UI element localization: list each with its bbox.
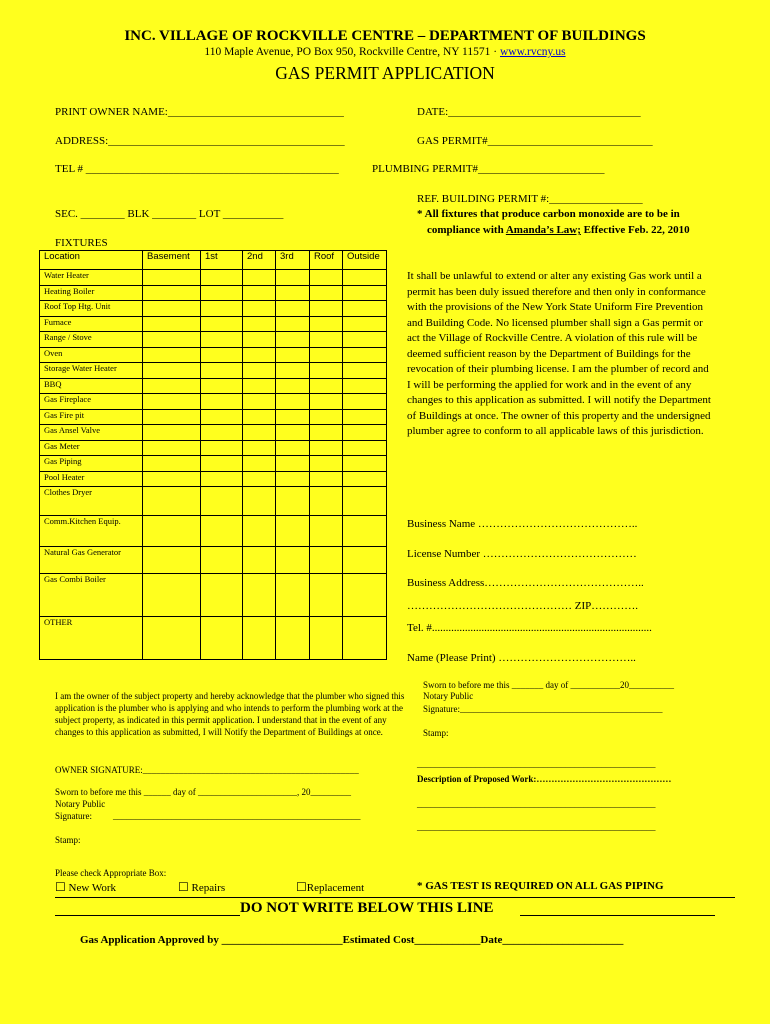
table-cell[interactable] xyxy=(276,440,310,456)
column-header: Roof xyxy=(310,251,343,270)
table-cell[interactable] xyxy=(276,270,310,286)
table-cell[interactable] xyxy=(310,617,343,660)
table-cell[interactable] xyxy=(276,487,310,516)
table-row xyxy=(40,547,387,574)
table-cell[interactable] xyxy=(243,363,276,379)
fixture-label: Gas Meter xyxy=(40,440,143,456)
tel-field[interactable]: TEL # ______________________________________________ xyxy=(55,163,339,175)
table-cell[interactable] xyxy=(243,332,276,348)
table-cell[interactable] xyxy=(143,516,201,547)
table-cell[interactable] xyxy=(310,363,343,379)
table-cell[interactable] xyxy=(243,516,276,547)
table-cell[interactable] xyxy=(276,394,310,410)
table-cell[interactable] xyxy=(143,440,201,456)
plumber-sworn-line[interactable]: Sworn to before me this _______ day of ___________20__________ xyxy=(423,680,674,690)
table-row xyxy=(40,516,387,547)
table-cell[interactable] xyxy=(143,301,201,317)
table-cell[interactable] xyxy=(243,425,276,441)
table-cell[interactable] xyxy=(343,471,387,487)
table-header-row xyxy=(40,251,387,270)
table-cell[interactable] xyxy=(201,456,243,472)
fixture-label: Pool Heater xyxy=(40,471,143,487)
table-cell[interactable] xyxy=(201,363,243,379)
table-cell[interactable] xyxy=(343,316,387,332)
plumber-stamp-label: Stamp: xyxy=(423,728,449,738)
table-cell[interactable] xyxy=(310,347,343,363)
table-cell[interactable] xyxy=(343,425,387,441)
owner-name-field[interactable]: PRINT OWNER NAME:________________________________ xyxy=(55,106,344,118)
table-row xyxy=(40,332,387,348)
table-cell[interactable] xyxy=(201,471,243,487)
table-cell[interactable] xyxy=(201,301,243,317)
table-row xyxy=(40,316,387,332)
table-cell[interactable] xyxy=(276,347,310,363)
column-header: Basement xyxy=(143,251,201,270)
table-cell[interactable] xyxy=(343,456,387,472)
fixture-label: Gas Fire pit xyxy=(40,409,143,425)
address-field[interactable]: ADDRESS:___________________________________________ xyxy=(55,135,345,147)
table-cell[interactable] xyxy=(310,316,343,332)
gas-permit-field[interactable]: GAS PERMIT#______________________________ xyxy=(417,135,653,147)
table-cell[interactable] xyxy=(243,471,276,487)
table-cell[interactable] xyxy=(143,363,201,379)
table-cell[interactable] xyxy=(201,316,243,332)
table-cell[interactable] xyxy=(143,487,201,516)
plumber-name-field[interactable]: Name (Please Print) ……………………………….. xyxy=(407,652,636,664)
description-line-top[interactable]: _____________________________________________________ xyxy=(417,759,656,769)
do-not-write-heading: DO NOT WRITE BELOW THIS LINE xyxy=(240,900,494,916)
table-cell[interactable] xyxy=(143,409,201,425)
form-title: GAS PERMIT APPLICATION xyxy=(275,63,495,83)
table-row xyxy=(40,487,387,516)
table-cell[interactable] xyxy=(276,456,310,472)
table-row xyxy=(40,574,387,617)
owner-declaration: I am the owner of the subject property and hereby acknowledge that the plumber who signed this application is the plumber who is applying and who intends to perform the plumbing work at the subject property, as indicated in this permit application. I understand that in the event of any changes to this application as submitted, I will Notify the Department of Buildings at once. xyxy=(55,691,405,737)
notice-date: Effective Feb. 22, 2010 xyxy=(580,224,690,236)
table-cell[interactable] xyxy=(310,378,343,394)
approval-line[interactable]: Gas Application Approved by ______________________Estimated Cost____________Date______________________ xyxy=(80,934,624,946)
fixture-label: Storage Water Heater xyxy=(40,363,143,379)
table-cell[interactable] xyxy=(343,347,387,363)
plumbing-permit-field[interactable]: PLUMBING PERMIT#_______________________ xyxy=(372,163,605,175)
table-cell[interactable] xyxy=(243,285,276,301)
table-cell[interactable] xyxy=(201,270,243,286)
table-cell[interactable] xyxy=(143,394,201,410)
table-cell[interactable] xyxy=(310,471,343,487)
table-cell[interactable] xyxy=(243,440,276,456)
table-cell[interactable] xyxy=(243,394,276,410)
column-header: 1st xyxy=(201,251,243,270)
table-cell[interactable] xyxy=(343,617,387,660)
column-header: 3rd xyxy=(276,251,310,270)
replacement-option[interactable] xyxy=(296,880,364,895)
table-cell[interactable] xyxy=(310,285,343,301)
fixture-label: Range / Stove xyxy=(40,332,143,348)
plumber-statement: It shall be unlawful to extend or alter any existing Gas work until a permit has been duly issued therefore and then only in conformance with the provisions of the New York State Uniform Fire Prevention and Building Code. No licensed plumber shall sign a Gas permit or act the Village of Rockville Centre. A violation of this rule will be deemed sufficient reason by the Department of Buildings for the revocation of their plumbing license. I am the plumber of record and I will be performing the applied for work and in the event of any changes to this application as submitted. I will notify the Department of Buildings at once. The owner of this property and the undersigned plumber agree to conform to all applicable laws of this jurisdiction. xyxy=(407,270,711,437)
table-cell[interactable] xyxy=(201,547,243,574)
table-cell[interactable] xyxy=(143,332,201,348)
table-cell[interactable] xyxy=(343,440,387,456)
table-row xyxy=(40,394,387,410)
fixture-label: Comm.Kitchen Equip. xyxy=(40,516,143,547)
table-cell[interactable] xyxy=(310,409,343,425)
amandas-law-notice-line1: * All fixtures that produce carbon monoxide are to be in xyxy=(417,208,680,220)
table-cell[interactable] xyxy=(201,347,243,363)
amandas-law: Amanda’s Law; xyxy=(505,224,581,236)
owner-signature-label: Signature: xyxy=(55,811,92,821)
notice-text: compliance with xyxy=(427,224,506,236)
table-cell[interactable] xyxy=(201,425,243,441)
table-cell[interactable] xyxy=(276,425,310,441)
table-row xyxy=(40,363,387,379)
zip-field[interactable]: ……………………………………… ZIP…………. xyxy=(407,600,638,612)
table-cell[interactable] xyxy=(276,547,310,574)
table-cell[interactable] xyxy=(201,394,243,410)
table-cell[interactable] xyxy=(310,440,343,456)
table-cell[interactable] xyxy=(276,471,310,487)
table-row xyxy=(40,347,387,363)
table-cell[interactable] xyxy=(243,301,276,317)
repairs-option[interactable] xyxy=(178,880,225,895)
table-cell[interactable] xyxy=(343,378,387,394)
fixture-label: Furnace xyxy=(40,316,143,332)
table-cell[interactable] xyxy=(143,425,201,441)
description-line[interactable]: _____________________________________________________ xyxy=(417,799,656,809)
fixture-label: Gas Fireplace xyxy=(40,394,143,410)
table-row xyxy=(40,425,387,441)
separator: · xyxy=(493,46,498,58)
column-header: 2nd xyxy=(243,251,276,270)
fixture-label: Gas Piping xyxy=(40,456,143,472)
owner-signature-field[interactable]: OWNER SIGNATURE:________________________________________________ xyxy=(55,765,359,775)
option-label: Repairs xyxy=(191,882,226,894)
plumber-tel-field[interactable]: Tel. #................................................................................ xyxy=(407,622,652,634)
table-cell[interactable] xyxy=(343,332,387,348)
table-cell[interactable] xyxy=(243,347,276,363)
table-cell[interactable] xyxy=(276,574,310,617)
new-work-option[interactable] xyxy=(55,880,116,895)
sec-blk-lot-field[interactable]: SEC. ________ BLK ________ LOT ___________ xyxy=(55,208,284,220)
amandas-law-notice-line2 xyxy=(427,224,690,236)
fixture-label: OTHER xyxy=(40,617,143,660)
fixture-label: Gas Combi Boiler xyxy=(40,574,143,617)
table-cell[interactable] xyxy=(310,547,343,574)
fixtures-heading: FIXTURES xyxy=(55,237,108,249)
table-cell[interactable] xyxy=(201,574,243,617)
table-cell[interactable] xyxy=(276,316,310,332)
table-cell[interactable] xyxy=(310,487,343,516)
table-row xyxy=(40,270,387,286)
table-cell[interactable] xyxy=(276,332,310,348)
description-label: Description of Proposed Work:……………………………………… xyxy=(417,774,672,784)
fixture-label: Oven xyxy=(40,347,143,363)
table-cell[interactable] xyxy=(343,487,387,516)
table-cell[interactable] xyxy=(143,456,201,472)
table-cell[interactable] xyxy=(343,301,387,317)
department-title: INC. VILLAGE OF ROCKVILLE CENTRE – DEPARTMENT OF BUILDINGS xyxy=(124,28,646,44)
option-label: New Work xyxy=(68,882,117,894)
fixtures-table xyxy=(39,250,387,660)
table-cell[interactable] xyxy=(143,574,201,617)
table-cell[interactable] xyxy=(243,487,276,516)
table-cell[interactable] xyxy=(243,574,276,617)
table-cell[interactable] xyxy=(143,347,201,363)
table-cell[interactable] xyxy=(243,617,276,660)
table-row xyxy=(40,440,387,456)
table-cell[interactable] xyxy=(143,378,201,394)
table-row xyxy=(40,301,387,317)
table-cell[interactable] xyxy=(343,363,387,379)
business-name-field[interactable]: Business Name …………………………………….. xyxy=(407,518,638,530)
license-number-field[interactable]: License Number …………………………………… xyxy=(407,548,637,560)
check-instruction: Please check Appropriate Box: xyxy=(55,868,167,878)
table-cell[interactable] xyxy=(343,285,387,301)
description-line[interactable]: _____________________________________________________ xyxy=(417,822,656,832)
fixture-label: BBQ xyxy=(40,378,143,394)
column-header: Location xyxy=(40,251,143,270)
fixture-label: Clothes Dryer xyxy=(40,487,143,516)
table-row xyxy=(40,409,387,425)
table-cell[interactable] xyxy=(310,301,343,317)
table-row xyxy=(40,471,387,487)
table-cell[interactable] xyxy=(243,270,276,286)
table-cell[interactable] xyxy=(243,409,276,425)
table-row xyxy=(40,456,387,472)
fixture-label: Heating Boiler xyxy=(40,285,143,301)
table-cell[interactable] xyxy=(276,617,310,660)
owner-signature-line[interactable]: _______________________________________________________ xyxy=(113,811,361,821)
table-cell[interactable] xyxy=(143,547,201,574)
table-cell[interactable] xyxy=(343,394,387,410)
table-row xyxy=(40,378,387,394)
table-cell[interactable] xyxy=(201,617,243,660)
checkbox-icon[interactable]: ☐ xyxy=(55,880,66,894)
divider-top xyxy=(55,897,735,898)
checkbox-icon[interactable]: ☐ xyxy=(296,880,307,894)
date-field[interactable]: DATE:___________________________________ xyxy=(417,106,641,118)
table-cell[interactable] xyxy=(343,547,387,574)
table-cell[interactable] xyxy=(243,456,276,472)
table-cell[interactable] xyxy=(201,332,243,348)
table-cell[interactable] xyxy=(310,516,343,547)
plumber-signature-field[interactable]: Signature:_____________________________________________ xyxy=(423,704,663,714)
table-cell[interactable] xyxy=(201,409,243,425)
table-cell[interactable] xyxy=(143,270,201,286)
table-row xyxy=(40,617,387,660)
table-cell[interactable] xyxy=(343,270,387,286)
table-cell[interactable] xyxy=(143,285,201,301)
table-cell[interactable] xyxy=(343,409,387,425)
table-row xyxy=(40,285,387,301)
table-cell[interactable] xyxy=(276,363,310,379)
fixture-label: Water Heater xyxy=(40,270,143,286)
checkbox-icon[interactable]: ☐ xyxy=(178,880,189,894)
column-header: Outside xyxy=(343,251,387,270)
table-cell[interactable] xyxy=(243,547,276,574)
owner-sworn-line[interactable]: Sworn to before me this ______ day of ______________________, 20_________ xyxy=(55,787,351,797)
website-link[interactable]: www.rvcny.us xyxy=(499,46,566,58)
table-cell[interactable] xyxy=(310,270,343,286)
table-cell[interactable] xyxy=(201,378,243,394)
table-cell[interactable] xyxy=(143,617,201,660)
table-cell[interactable] xyxy=(201,516,243,547)
table-cell[interactable] xyxy=(343,574,387,617)
owner-notary-label: Notary Public xyxy=(55,799,106,809)
table-cell[interactable] xyxy=(310,425,343,441)
table-cell[interactable] xyxy=(143,471,201,487)
table-cell[interactable] xyxy=(201,440,243,456)
divider-left xyxy=(55,915,240,916)
fixture-label: Gas Ansel Valve xyxy=(40,425,143,441)
table-cell[interactable] xyxy=(276,301,310,317)
table-cell[interactable] xyxy=(201,285,243,301)
divider-right xyxy=(520,915,715,916)
table-cell[interactable] xyxy=(310,332,343,348)
owner-stamp-label: Stamp: xyxy=(55,835,81,845)
department-address xyxy=(0,46,770,58)
table-cell[interactable] xyxy=(310,574,343,617)
business-address-field[interactable]: Business Address…………………………………….. xyxy=(407,577,644,589)
table-cell[interactable] xyxy=(201,487,243,516)
address-text: 110 Maple Avenue, PO Box 950, Rockville Centre, NY 11571 xyxy=(204,46,491,58)
fixture-label: Natural Gas Generator xyxy=(40,547,143,574)
table-cell[interactable] xyxy=(276,378,310,394)
plumber-notary-label: Notary Public xyxy=(423,691,474,701)
gas-test-notice: * GAS TEST IS REQUIRED ON ALL GAS PIPING xyxy=(417,880,664,892)
table-cell[interactable] xyxy=(343,516,387,547)
table-cell[interactable] xyxy=(310,394,343,410)
table-cell[interactable] xyxy=(276,516,310,547)
table-cell[interactable] xyxy=(243,378,276,394)
table-cell[interactable] xyxy=(243,316,276,332)
table-cell[interactable] xyxy=(276,409,310,425)
fixture-label: Roof Top Htg. Unit xyxy=(40,301,143,317)
table-cell[interactable] xyxy=(276,285,310,301)
table-cell[interactable] xyxy=(143,316,201,332)
option-label: Replacement xyxy=(306,882,365,894)
table-cell[interactable] xyxy=(310,456,343,472)
ref-building-permit-field[interactable]: REF. BUILDING PERMIT #:_________________ xyxy=(417,193,643,205)
